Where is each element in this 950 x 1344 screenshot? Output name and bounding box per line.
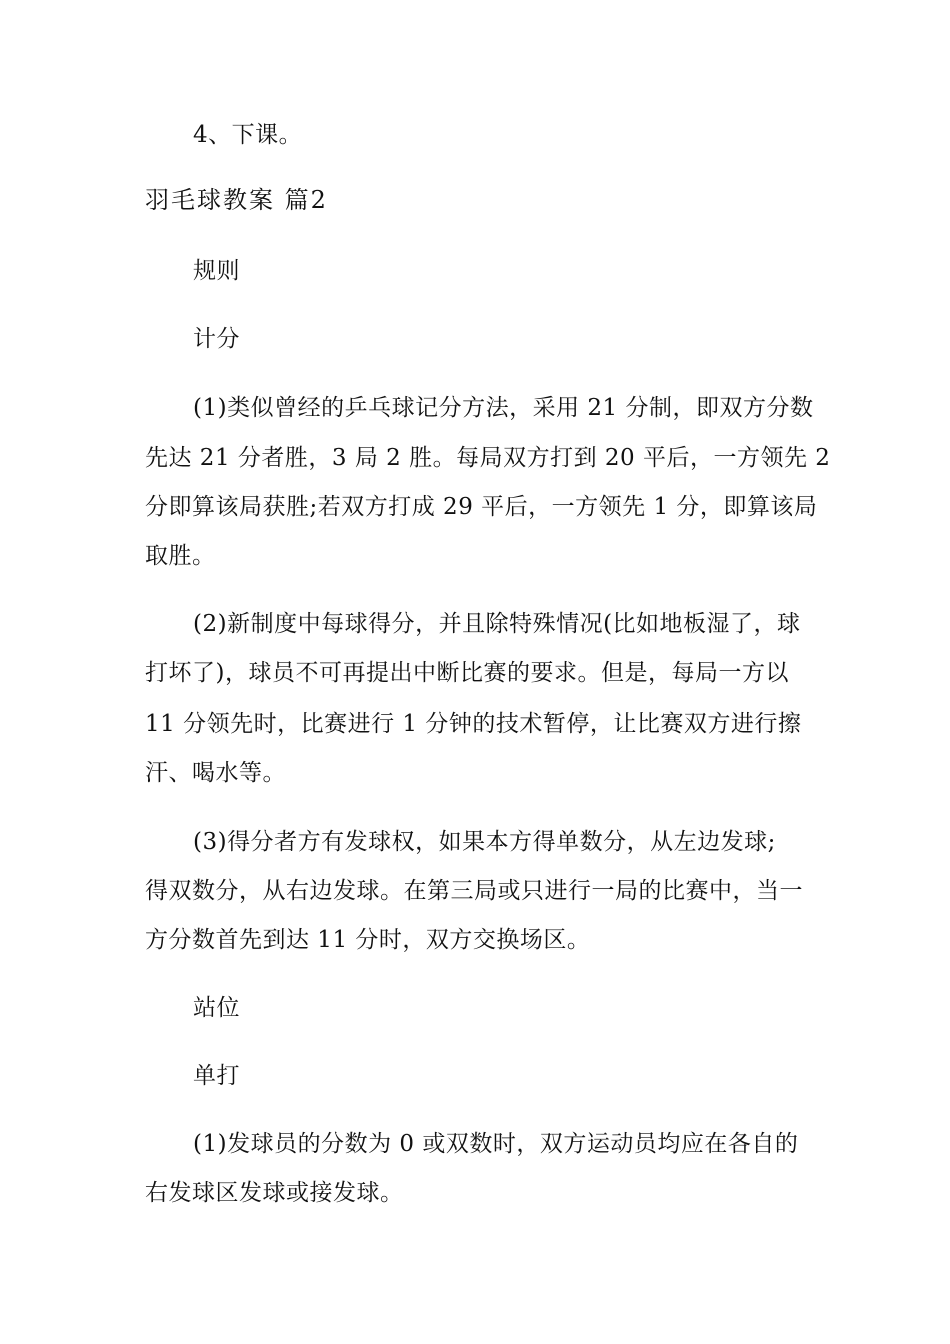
paragraph-line: 右发球区发球或接发球。 — [145, 1180, 404, 1206]
paragraph-line: (3)得分者方有发球权，如果本方得单数分，从左边发球; — [193, 829, 776, 855]
paragraph-line: (1)类似曾经的乒乓球记分方法，采用 21 分制，即双方分数 — [193, 395, 814, 421]
paragraph-line: 方分数首先到达 11 分时，双方交换场区。 — [145, 927, 591, 953]
paragraph-line: 汗、喝水等。 — [145, 760, 286, 786]
subheading-singles: 单打 — [193, 1063, 240, 1089]
paragraph-line: 得双数分，从右边发球。在第三局或只进行一局的比赛中，当一 — [145, 878, 803, 904]
section-heading: 羽毛球教案 篇2 — [145, 186, 328, 214]
paragraph-line: 先达 21 分者胜，3 局 2 胜。每局双方打到 20 平后，一方领先 2 — [145, 445, 831, 471]
paragraph-line: (1)发球员的分数为 0 或双数时，双方运动员均应在各自的 — [193, 1131, 799, 1157]
subheading-position: 站位 — [193, 995, 240, 1021]
paragraph-line: 取胜。 — [145, 543, 216, 569]
subheading-rules: 规则 — [193, 258, 240, 284]
subheading-scoring: 计分 — [193, 326, 240, 352]
text-line-lesson-end: 4、下课。 — [193, 122, 303, 148]
paragraph-line: 分即算该局获胜;若双方打成 29 平后，一方领先 1 分，即算该局 — [145, 494, 818, 520]
paragraph-line: 11 分领先时，比赛进行 1 分钟的技术暂停，让比赛双方进行擦 — [145, 711, 802, 737]
paragraph-line: (2)新制度中每球得分，并且除特殊情况(比如地板湿了，球 — [193, 611, 801, 637]
paragraph-line: 打坏了)，球员不可再提出中断比赛的要求。但是，每局一方以 — [145, 660, 789, 686]
